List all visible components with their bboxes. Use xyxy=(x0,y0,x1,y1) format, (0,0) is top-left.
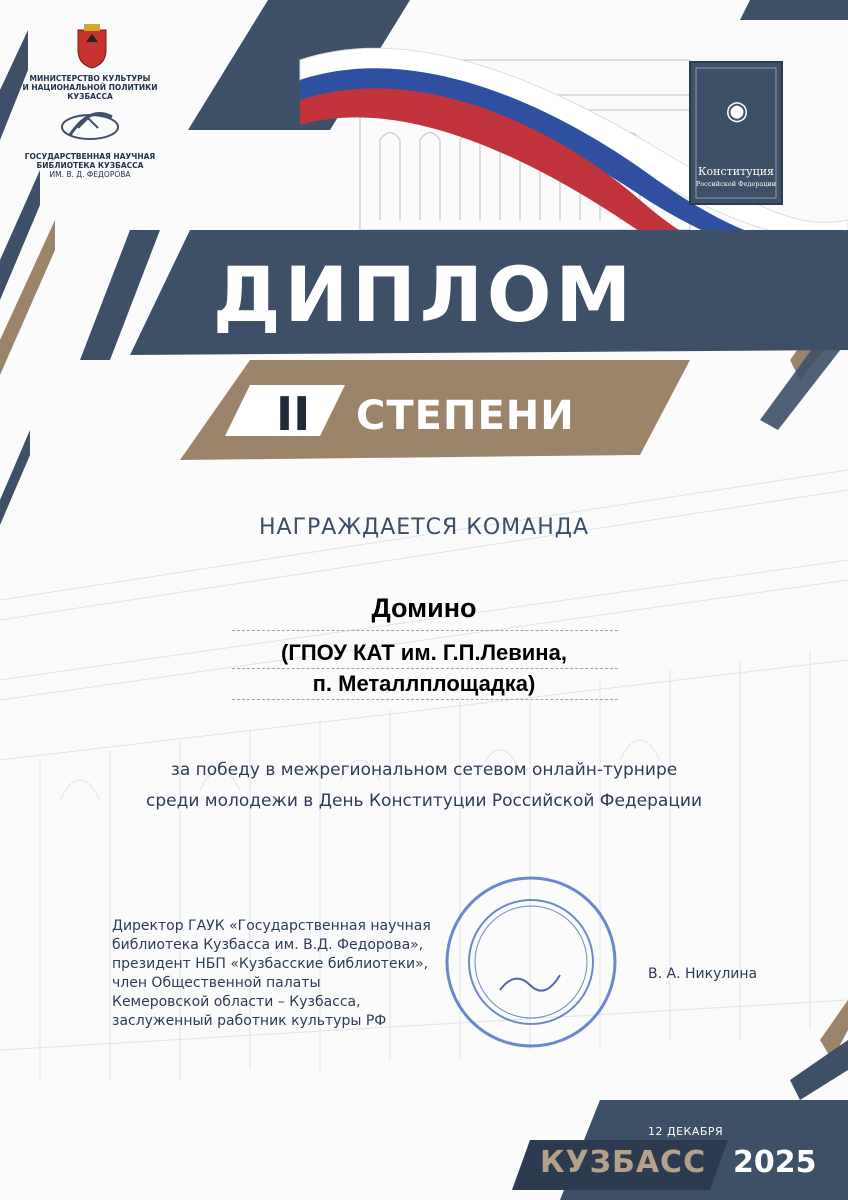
library-line: ГОСУДАРСТВЕННАЯ НАУЧНАЯ xyxy=(24,152,156,161)
underline xyxy=(232,699,618,700)
official-stamp xyxy=(447,878,615,1046)
library-line: БИБЛИОТЕКА КУЗБАССА xyxy=(36,161,144,170)
awarded-heading: НАГРАЖДАЕТСЯ КОМАНДА xyxy=(259,515,589,540)
ministry-line: И НАЦИОНАЛЬНОЙ ПОЛИТИКИ xyxy=(22,83,158,92)
constitution-subtitle: Российской Федерации xyxy=(695,180,777,188)
double-headed-eagle-icon: ◉ xyxy=(725,96,749,126)
underline xyxy=(232,668,618,669)
ministry-line: МИНИСТЕРСТВО КУЛЬТУРЫ xyxy=(29,74,151,83)
library-logo-icon xyxy=(62,114,118,139)
signer-title xyxy=(112,917,431,1031)
event-date: 12 ДЕКАБРЯ xyxy=(648,1125,724,1138)
signer-name: В. А. Никулина xyxy=(648,966,758,982)
team-org-line: (ГПОУ КАТ им. Г.П.Левина, xyxy=(281,640,567,665)
library-name xyxy=(20,152,160,179)
underline xyxy=(232,630,618,631)
signer-line: заслуженный работник культуры РФ xyxy=(112,1013,387,1029)
signer-line: библиотека Кузбасса им. В.Д. Федорова», xyxy=(112,937,424,953)
region-name: КУЗБАСС xyxy=(540,1145,707,1180)
team-org-line: п. Металлплощадка) xyxy=(312,671,536,696)
reason-line: за победу в межрегиональном сетевом онлайн-турнире xyxy=(170,760,678,780)
team-name: Домино xyxy=(371,593,477,623)
signer-line: Кемеровской области – Кузбасса, xyxy=(112,994,361,1010)
signer-line: Директор ГАУК «Государственная научная xyxy=(112,918,431,934)
degree-word: СТЕПЕНИ xyxy=(356,393,575,439)
reason-line: среди молодежи в День Конституции Российской Федерации xyxy=(146,791,702,811)
diploma-title: ДИПЛОМ xyxy=(212,250,636,339)
event-year: 2025 xyxy=(733,1145,817,1180)
constitution-title: Конституция xyxy=(698,165,774,178)
library-line: ИМ. В. Д. ФЕДОРОВА xyxy=(49,170,131,179)
signer-line: член Общественной палаты xyxy=(112,975,321,991)
ministry-name xyxy=(20,74,160,101)
ministry-line: КУЗБАССА xyxy=(67,92,113,101)
degree-number: II xyxy=(276,387,311,441)
kuzbass-coat-of-arms-icon xyxy=(78,24,106,68)
signer-line: президент НБП «Кузбасские библиотеки», xyxy=(112,956,429,972)
